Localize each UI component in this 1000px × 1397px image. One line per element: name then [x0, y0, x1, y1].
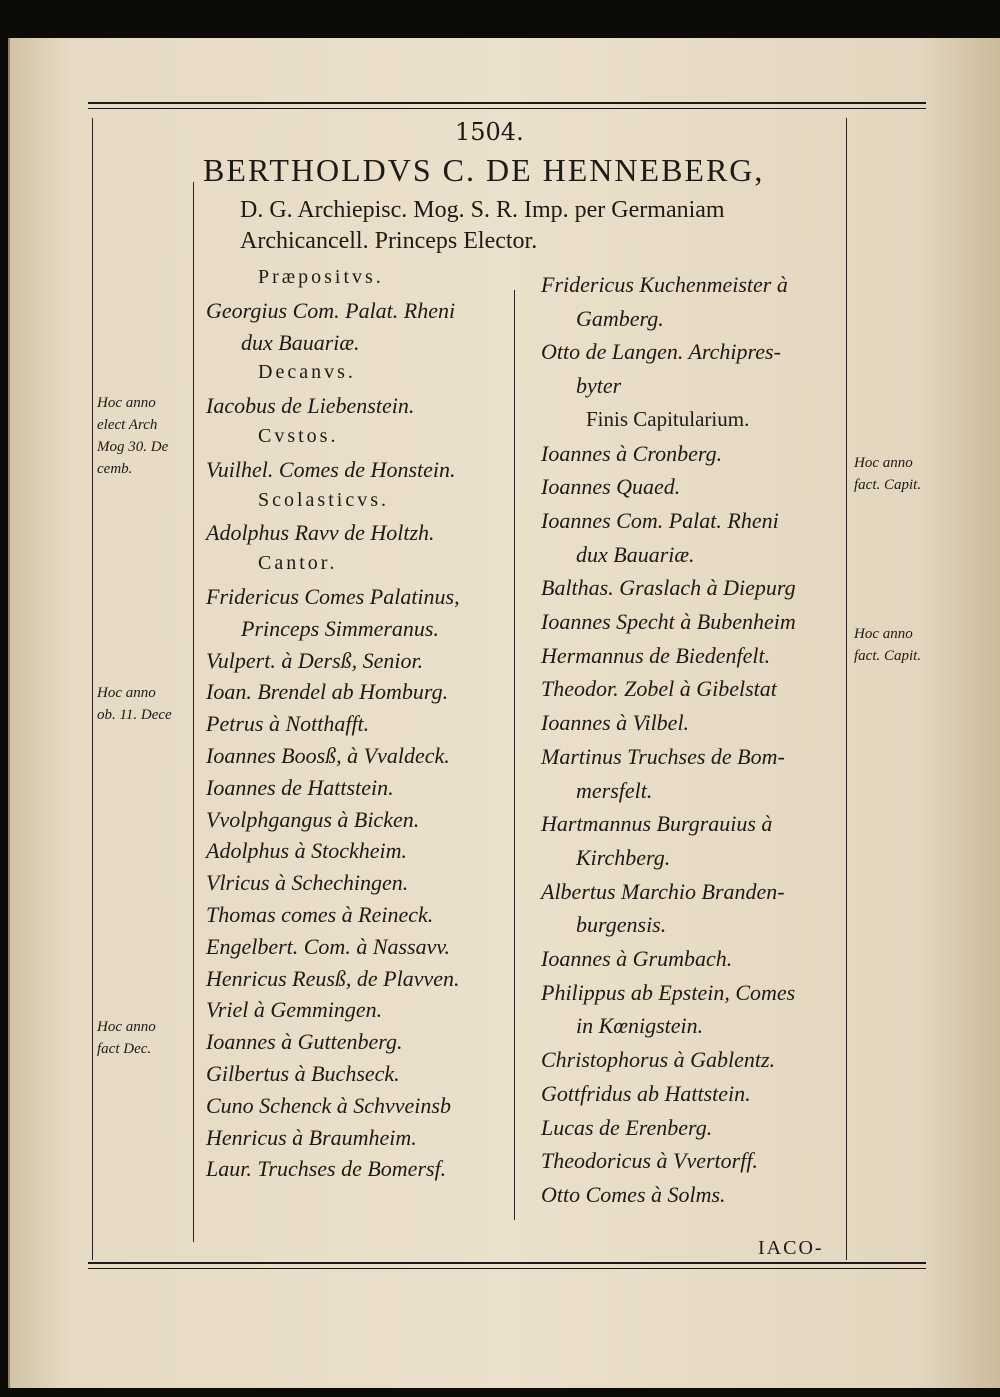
- left-margin-rule: [92, 118, 93, 1260]
- subtitle-line-1: D. G. Archiepisc. Mog. S. R. Imp. per Germaniam: [240, 197, 725, 223]
- left-column-line: Vuilhel. Comes de Honstein.: [206, 456, 456, 482]
- left-column-line: Vulpert. à Dersß, Senior.: [206, 647, 424, 673]
- margin-note-left: Hoc anno elect Arch Mog 30. De cemb.: [97, 395, 169, 477]
- left-column-line: Præpositvs.: [258, 266, 384, 288]
- right-column-line: Ioannes à Cronberg.: [541, 440, 723, 466]
- right-column-line: in Kœnigstein.: [576, 1013, 704, 1039]
- left-column-line: Georgius Com. Palat. Rheni: [206, 297, 456, 323]
- left-column-line: Henricus Reusß, de Plavven.: [206, 965, 460, 991]
- left-column-line: dux Bauariæ.: [241, 329, 360, 355]
- subtitle-line-2: Archicancell. Princeps Elector.: [240, 228, 538, 254]
- right-column-line: mersfelt.: [576, 777, 653, 803]
- right-column-line: Philippus ab Epstein, Comes: [541, 979, 796, 1005]
- left-column-line: Ioannes à Guttenberg.: [206, 1029, 403, 1055]
- left-column-line: Adolphus à Stockheim.: [206, 838, 408, 864]
- right-column-line: Gamberg.: [576, 305, 664, 331]
- right-column-line: dux Bauariæ.: [576, 541, 695, 567]
- right-column-line: Balthas. Graslach à Diepurg: [541, 575, 796, 601]
- left-column-line: Vvolphgangus à Bicken.: [206, 806, 420, 832]
- column-divider: [514, 290, 515, 1220]
- right-column-line: burgensis.: [576, 912, 667, 938]
- left-column-line: Vlricus à Schechingen.: [206, 870, 409, 896]
- left-column-line: Fridericus Comes Palatinus,: [206, 584, 460, 609]
- top-rule: [88, 102, 926, 104]
- right-margin-rule: [846, 118, 847, 1260]
- left-column-line: Adolphus Ravv de Holtzh.: [206, 520, 435, 546]
- margin-note-right: Hoc anno fact. Capit.: [854, 626, 922, 664]
- right-column-line: Christophorus à Gablentz.: [541, 1047, 776, 1073]
- left-column-line: Decanvs.: [258, 361, 356, 384]
- right-column-line: Martinus Truchses de Bom-: [541, 743, 785, 769]
- margin-note-right: Hoc anno fact. Capit.: [854, 455, 922, 493]
- inner-left-rule: [193, 182, 194, 1242]
- right-column-line: Ioannes à Vilbel.: [541, 710, 690, 736]
- left-column-line: Cvstos.: [258, 425, 339, 447]
- left-column-line: Ioannes de Hattstein.: [206, 774, 394, 800]
- left-column-line: Thomas comes à Reineck.: [206, 902, 434, 927]
- bottom-rule-thin: [88, 1268, 926, 1269]
- page-title: BERTHOLDVS C. DE HENNEBERG,: [203, 152, 765, 188]
- left-column-line: Gilbertus à Buchseck.: [206, 1061, 400, 1086]
- left-column-line: Vriel à Gemmingen.: [206, 997, 383, 1023]
- right-column-line: Albertus Marchio Branden-: [541, 878, 785, 904]
- right-column-line: Kirchberg.: [576, 844, 671, 870]
- right-column-line: Theodoricus à Vvertorff.: [541, 1148, 758, 1174]
- left-column-line: Scolasticvs.: [258, 488, 389, 511]
- right-column-line: Fridericus Kuchenmeister à: [541, 272, 788, 297]
- left-column-line: Ioan. Brendel ab Homburg.: [206, 679, 449, 705]
- left-column-line: Cuno Schenck à Schvveinsb: [206, 1092, 451, 1118]
- right-column-line: Finis Capitularium.: [586, 406, 750, 431]
- left-column-line: Cantor.: [258, 552, 338, 575]
- catchword: IACO-: [758, 1237, 824, 1259]
- right-column-line: Otto Comes à Solms.: [541, 1181, 726, 1207]
- left-column-line: Princeps Simmeranus.: [241, 615, 439, 641]
- top-rule-thin: [88, 108, 926, 109]
- page-number: 1504.: [455, 118, 524, 146]
- left-column-line: Henricus à Braumheim.: [206, 1124, 417, 1150]
- right-column-line: Ioannes Com. Palat. Rheni: [541, 507, 779, 533]
- right-column-line: Ioannes Quaed.: [541, 474, 681, 500]
- left-column-line: Ioannes Boosß, à Vvaldeck.: [206, 743, 450, 768]
- right-column-line: Theodor. Zobel à Gibelstat: [541, 676, 777, 702]
- left-column-line: Iacobus de Liebenstein.: [206, 393, 415, 419]
- left-column-line: Petrus à Notthafft.: [206, 711, 370, 737]
- right-column-line: Ioannes à Grumbach.: [541, 946, 733, 971]
- bottom-rule: [88, 1262, 926, 1264]
- right-column-line: Gottfridus ab Hattstein.: [541, 1080, 751, 1106]
- right-column-line: Hartmannus Burgrauius à: [541, 811, 773, 837]
- right-column-line: Otto de Langen. Archipres-: [541, 339, 781, 365]
- margin-note-left: Hoc anno ob. 11. Dece: [97, 685, 172, 723]
- margin-note-left: Hoc anno fact Dec.: [97, 1019, 156, 1057]
- left-column-line: Laur. Truchses de Bomersf.: [206, 1156, 447, 1182]
- left-column-line: Engelbert. Com. à Nassavv.: [206, 933, 451, 959]
- right-column-line: Lucas de Erenberg.: [541, 1114, 713, 1140]
- right-column-line: Ioannes Specht à Bubenheim: [541, 609, 796, 634]
- right-column-line: byter: [576, 373, 622, 399]
- right-column-line: Hermannus de Biedenfelt.: [541, 642, 771, 668]
